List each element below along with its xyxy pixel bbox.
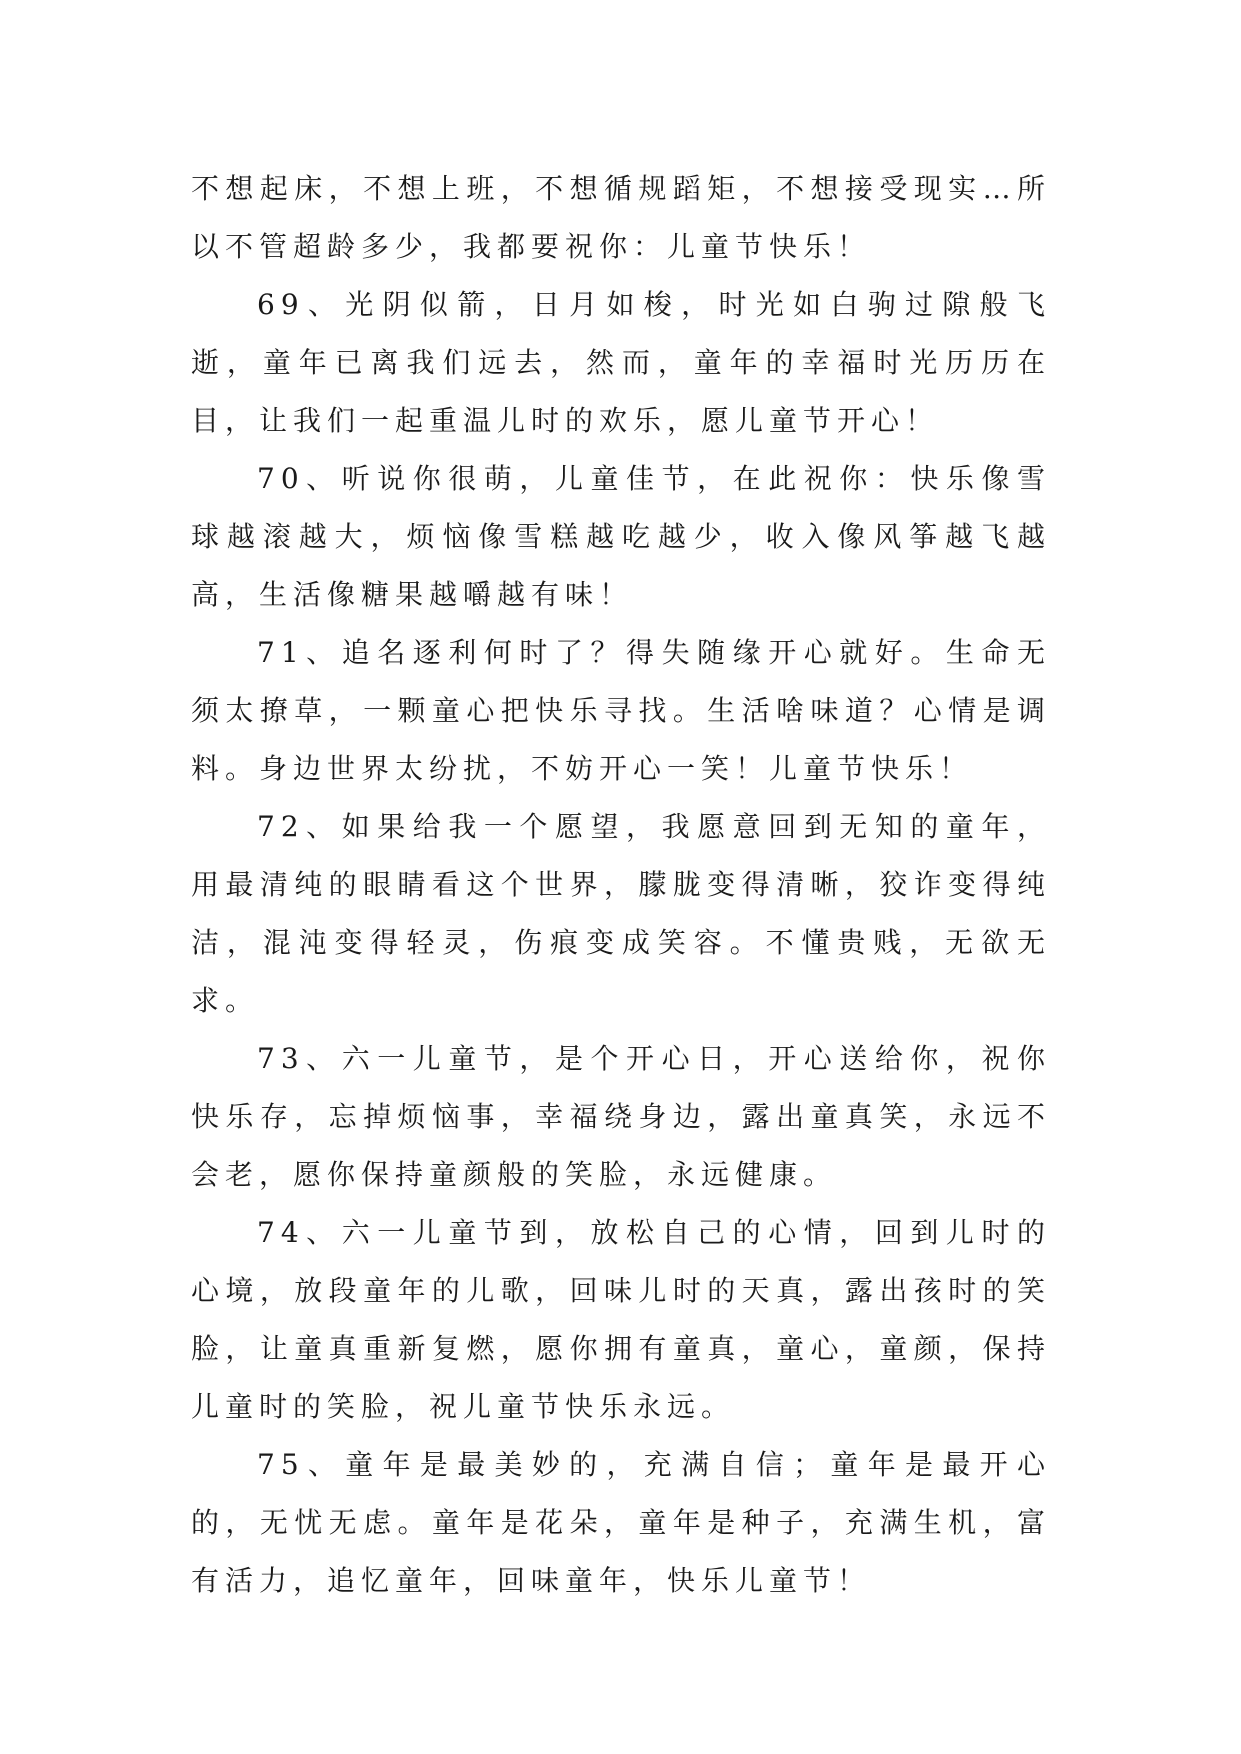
paragraph-74: 74、六一儿童节到，放松自己的心情，回到儿时的心境，放段童年的儿歌，回味儿时的天真，露出孩时的笑脸，让童真重新复燃，愿你拥有童真，童心，童颜，保持儿童时的笑脸，祝儿童节快乐永远。: [191, 1216, 1051, 1423]
paragraph-72: 72、如果给我一个愿望，我愿意回到无知的童年，用最清纯的眼睛看这个世界，朦胧变得清晰，狡诈变得纯洁，混沌变得轻灵，伤痕变成笑容。不懂贵贱，无欲无求。: [191, 810, 1051, 1017]
paragraph-73: 73、六一儿童节，是个开心日，开心送给你，祝你快乐存，忘掉烦恼事，幸福绕身边，露出童真笑，永远不会老，愿你保持童颜般的笑脸，永远健康。: [191, 1042, 1051, 1191]
document-body: [191, 160, 1051, 1610]
paragraph-69: 69、光阴似箭，日月如梭，时光如白驹过隙般飞逝，童年已离我们远去，然而，童年的幸福时光历历在目，让我们一起重温儿时的欢乐，愿儿童节开心！: [191, 288, 1051, 437]
paragraph-intro: 不想起床，不想上班，不想循规蹈矩，不想接受现实…所以不管超龄多少，我都要祝你：儿童节快乐！: [191, 172, 1051, 263]
paragraph-70: 70、听说你很萌，儿童佳节，在此祝你：快乐像雪球越滚越大，烦恼像雪糕越吃越少，收入像风筝越飞越高，生活像糖果越嚼越有味！: [191, 462, 1051, 611]
paragraph-71: 71、追名逐利何时了？得失随缘开心就好。生命无须太撩草，一颗童心把快乐寻找。生活啥味道？心情是调料。身边世界太纷扰，不妨开心一笑！儿童节快乐！: [191, 636, 1051, 785]
paragraph-75: 75、童年是最美妙的，充满自信；童年是最开心的，无忧无虑。童年是花朵，童年是种子，充满生机，富有活力，追忆童年，回味童年，快乐儿童节！: [191, 1448, 1051, 1597]
